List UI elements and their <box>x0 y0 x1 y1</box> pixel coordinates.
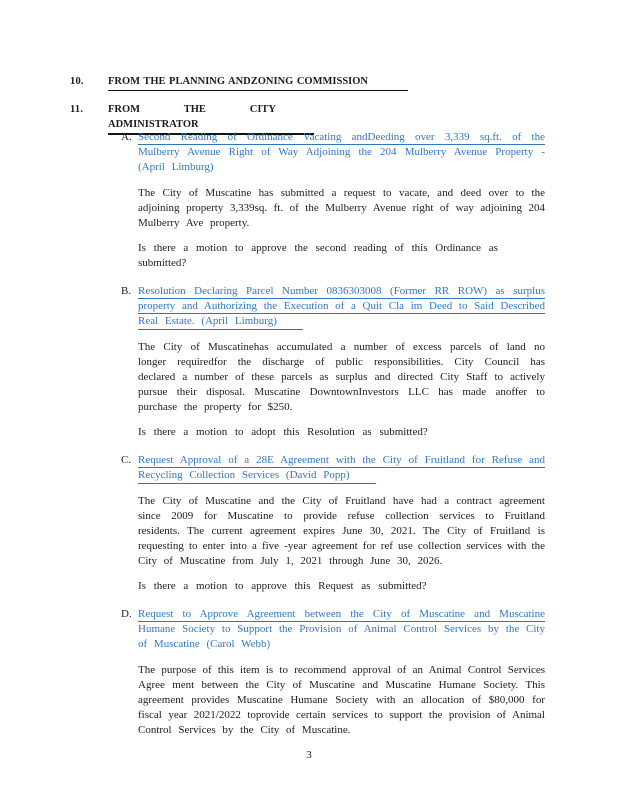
agenda-item-link-text: Humane Society to Support the Provision of Animal Control Services by the City <box>138 623 545 635</box>
motion-question: Is there a motion to adopt this Resolution as submitted? <box>138 426 428 438</box>
numbered-heading <box>0 74 618 89</box>
agenda-item <box>121 130 545 271</box>
heading-number: 10. <box>70 76 84 87</box>
agenda-item-title <box>121 284 545 329</box>
agenda-item-description <box>138 494 545 569</box>
agenda-item-link-text: Recycling Collection Services (David Popp) <box>138 468 376 484</box>
description-line: The City of Muscatinehas accumulated a number of excess parcels of land no <box>138 341 545 353</box>
motion-question: Is there a motion to approve this Request as submitted? <box>138 580 427 592</box>
agenda-sections <box>121 130 545 738</box>
description-line: Mulberry Ave property. <box>138 217 250 229</box>
heading-label: FROM THE CITY ADMINISTRATOR <box>108 102 314 135</box>
agenda-item-description <box>138 340 545 415</box>
description-line: pursue their disposal. Muscatine DowntownInvestors LLC has made anoffer to <box>138 386 545 398</box>
numbered-heading <box>0 102 618 130</box>
agenda-item-letter: B. <box>121 285 132 297</box>
agenda-item-link-line[interactable] <box>138 607 545 622</box>
agenda-item-link-line[interactable] <box>138 299 545 314</box>
agenda-item <box>121 284 545 440</box>
page-number: 3 <box>306 749 312 761</box>
heading-number: 11. <box>70 104 84 115</box>
agenda-item-title <box>121 607 545 652</box>
agenda-item-link-text: Resolution Declaring Parcel Number 0836303008 (Former RR ROW) as surplus <box>138 285 545 297</box>
description-line: since 2009 for Muscatine to provide refuse collection services to Fruitland <box>138 510 545 522</box>
agenda-item-link-text: of Muscatine (Carol Webb) <box>138 638 271 650</box>
agenda-item <box>121 453 545 594</box>
agenda-item-description <box>138 663 545 738</box>
motion-question: Is there a motion to approve the second reading of this Ordinance as submitted? <box>138 242 498 269</box>
agenda-item-description <box>138 186 545 231</box>
agenda-item-link-line[interactable] <box>138 130 545 145</box>
description-line: residents. The current agreement expires June 30, 2021. The City of Fruitland is <box>138 525 545 537</box>
description-line: adjoining property 3,339sq. ft. of the Mulberry Avenue right of way adjoining 204 <box>138 202 545 214</box>
description-line: Control Services by the City of Muscatine. <box>138 724 351 736</box>
agenda-item-link-line[interactable] <box>138 160 545 175</box>
agenda-item <box>121 607 545 738</box>
agenda-item-title <box>121 130 545 175</box>
heading-label: FROM THE PLANNING ANDZONING COMMISSION <box>108 74 408 91</box>
headings <box>0 74 618 130</box>
agenda-item-link-text: Request Approval of a 28E Agreement with the City of Fruitland for Refuse and <box>138 454 545 466</box>
description-line: The purpose of this item is to recommend approval of an Animal Control Services <box>138 664 545 676</box>
agenda-item-link-line[interactable] <box>138 622 545 637</box>
agenda-item-title <box>121 453 545 483</box>
agenda-item-link-text: Mulberry Avenue Right of Way Adjoining the 204 Mulberry Avenue Property - <box>138 146 545 158</box>
description-line: agreement provides Muscatine Humane Society with an allocation of $80,000 for <box>138 694 545 706</box>
description-line: Agree ment between the City of Muscatine and Muscatine Humane Society. This <box>138 679 545 691</box>
agenda-item-letter: A. <box>121 131 132 143</box>
agenda-item-link-text: Real Estate. (April Limburg) <box>138 314 303 330</box>
description-line: purchase the property for $250. <box>138 401 293 413</box>
agenda-item-link-text: (April Limburg) <box>138 161 214 173</box>
description-line: requesting to enter into a five -year agreement for ref use collection services with the <box>138 540 545 552</box>
agenda-item-link-text: property and Authorizing the Execution of a Quit Cla im Deed to Said Described <box>138 300 545 312</box>
agenda-item-link-line[interactable] <box>138 637 545 652</box>
agenda-item-link-line[interactable] <box>138 284 545 299</box>
description-line: City of Muscatine from July 1, 2021 through June 30, 2026. <box>138 555 443 567</box>
description-line: longer requiredfor the discharge of public responsibilities. City Council has <box>138 356 545 368</box>
description-line: The City of Muscatine and the City of Fruitland have had a contract agreement <box>138 495 545 507</box>
description-line: declared a number of these parcels as surplus and directed City Staff to actively <box>138 371 545 383</box>
agenda-item-letter: C. <box>121 454 132 466</box>
agenda-item-letter: D. <box>121 608 132 620</box>
agenda-item-link-line[interactable] <box>138 453 545 468</box>
agenda-item-link-text: Request to Approve Agreement between the City of Muscatine and Muscatine <box>138 608 545 620</box>
description-line: fiscal year 2021/2022 toprovide certain services to support the provision of Animal <box>138 709 545 721</box>
description-line: The City of Muscatine has submitted a request to vacate, and deed over to the <box>138 187 545 199</box>
agenda-item-link-line[interactable] <box>138 314 545 329</box>
agenda-item-link-text: Second Reading of Ordinance Vacating andDeeding over 3,339 sq.ft. of the <box>138 131 545 143</box>
agenda-item-link-line[interactable] <box>138 145 545 160</box>
agenda-item-link-line[interactable] <box>138 468 545 483</box>
